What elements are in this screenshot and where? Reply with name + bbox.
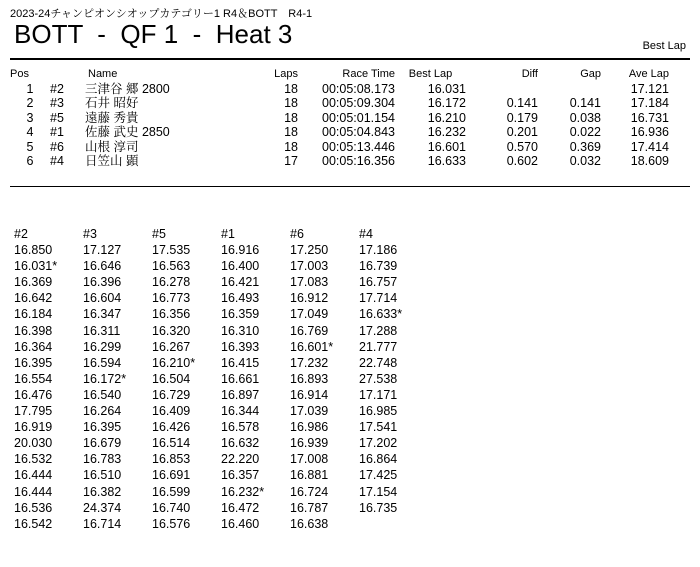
cell-race-time: 00:05:16.356 — [322, 154, 395, 168]
lap-time: 16.599 — [152, 484, 191, 499]
lap-time: 16.661 — [221, 371, 260, 386]
lap-time: 17.039 — [290, 404, 329, 419]
lap-time: 16.769 — [290, 323, 329, 338]
lap-time: 24.374 — [83, 500, 122, 515]
lap-time: 17.127 — [83, 243, 122, 258]
lap-time: 16.740 — [152, 500, 191, 515]
cell-name: 日笠山 顕 — [85, 154, 139, 168]
lap-time: 17.541 — [359, 420, 398, 435]
cell-laps: 18 — [284, 81, 298, 96]
cell-ave-lap: 17.121 — [630, 81, 669, 96]
cell-gap: 0.038 — [569, 110, 601, 125]
lap-time: 16.310 — [221, 323, 260, 338]
lap-time: 16.267 — [152, 339, 191, 354]
cell-diff — [466, 82, 538, 97]
lap-time: 16.916 — [221, 243, 260, 258]
lap-time: 16.421 — [221, 275, 260, 290]
lap-column — [221, 226, 290, 532]
lap-time: 16.632 — [221, 436, 260, 451]
cell-name: 遠藤 秀貴 — [85, 110, 139, 125]
lap-time: 16.460 — [221, 516, 260, 531]
results-header-row — [10, 67, 669, 82]
results-table — [10, 67, 669, 169]
best-lap-note: Best Lap — [642, 40, 686, 52]
lap-time: 16.897 — [221, 387, 260, 402]
lap-time: 16.850 — [14, 243, 53, 258]
lap-time: 17.003 — [290, 259, 329, 274]
title-rule — [10, 58, 690, 60]
lap-time: 16.536 — [14, 500, 53, 515]
lap-time: 16.400 — [221, 259, 260, 274]
lap-column-header: #1 — [221, 227, 235, 241]
cell-laps: 18 — [284, 96, 298, 110]
lap-time: 16.344 — [221, 404, 260, 419]
lap-time: 17.008 — [290, 452, 329, 467]
lap-time: 17.288 — [359, 323, 398, 338]
lap-time: 16.578 — [221, 420, 260, 435]
cell-best-lap: 16.210 — [427, 110, 466, 125]
cell-pos: 2 — [26, 96, 34, 110]
cell-gap: 0.032 — [569, 154, 601, 168]
lap-time: 17.154 — [359, 484, 398, 499]
cell-gap: 0.369 — [569, 139, 601, 154]
cell-race-time: 00:05:01.154 — [322, 110, 395, 125]
lap-time: 17.202 — [359, 436, 398, 451]
table-row — [10, 82, 669, 97]
cell-no: #3 — [50, 96, 64, 110]
lap-column — [359, 226, 428, 532]
lap-time: 16.739 — [359, 259, 398, 274]
cell-race-time: 00:05:08.173 — [322, 81, 395, 96]
lap-time: 16.369 — [14, 275, 53, 290]
cell-best-lap: 16.601 — [427, 139, 466, 154]
lap-column — [152, 226, 221, 532]
cell-pos: 4 — [26, 125, 34, 139]
page-title: BOTT - QF 1 - Heat 3 — [14, 19, 293, 49]
col-ave-lap: Ave Lap — [628, 68, 669, 80]
cell-name: 佐藤 武史 2850 — [85, 125, 170, 139]
cell-ave-lap: 16.731 — [630, 110, 669, 125]
cell-laps: 18 — [284, 139, 298, 154]
cell-ave-lap: 17.184 — [630, 96, 669, 110]
lap-time: 16.172* — [83, 371, 127, 386]
lap-time: 16.426 — [152, 420, 191, 435]
lap-time: 17.425 — [359, 468, 398, 483]
table-row — [10, 125, 669, 140]
lap-time: 16.724 — [290, 484, 329, 499]
lap-column — [14, 226, 83, 532]
lap-time: 16.409 — [152, 404, 191, 419]
lap-time: 16.347 — [83, 307, 122, 322]
lap-time: 16.642 — [14, 291, 53, 306]
lap-time: 16.633* — [359, 307, 403, 322]
lap-time: 17.186 — [359, 243, 398, 258]
lap-time: 16.542 — [14, 516, 53, 531]
col-name: Name — [88, 68, 118, 80]
lap-time: 17.171 — [359, 387, 398, 402]
lap-time: 16.232* — [221, 484, 265, 499]
col-race-time: Race Time — [342, 68, 395, 80]
lap-column-header: #6 — [290, 227, 304, 241]
lap-time: 16.563 — [152, 259, 191, 274]
col-no — [50, 67, 85, 82]
lap-time: 17.714 — [359, 291, 398, 306]
lap-time: 16.472 — [221, 500, 260, 515]
lap-time: 16.398 — [14, 323, 53, 338]
lap-time: 16.783 — [83, 452, 122, 467]
lap-time: 16.914 — [290, 387, 329, 402]
lap-time: 16.357 — [221, 468, 260, 483]
lap-column — [83, 226, 152, 532]
lap-time: 16.540 — [83, 387, 122, 402]
cell-no: #6 — [50, 139, 64, 154]
lap-time: 16.320 — [152, 323, 191, 338]
lap-time: 16.881 — [290, 468, 329, 483]
lap-column-header: #2 — [14, 227, 28, 241]
cell-pos: 3 — [26, 110, 34, 125]
cell-ave-lap: 18.609 — [630, 154, 669, 168]
lap-time: 16.444 — [14, 484, 53, 499]
table-row — [10, 154, 669, 169]
cell-diff: 0.201 — [506, 125, 538, 139]
lap-time: 16.382 — [83, 484, 122, 499]
col-diff: Diff — [521, 68, 538, 80]
lap-column-header: #3 — [83, 227, 97, 241]
lap-time: 16.532 — [14, 452, 53, 467]
results-rule — [10, 186, 690, 187]
cell-race-time: 00:05:04.843 — [322, 125, 395, 139]
cell-laps: 17 — [284, 154, 298, 168]
cell-name: 三津谷 郷 2800 — [85, 81, 170, 96]
lap-time: 17.049 — [290, 307, 329, 322]
lap-time: 16.510 — [83, 468, 122, 483]
cell-race-time: 00:05:13.446 — [322, 139, 395, 154]
cell-race-time: 00:05:09.304 — [322, 96, 395, 110]
lap-times-grid — [14, 226, 428, 532]
col-best-lap: Best Lap — [408, 68, 453, 80]
lap-time: 16.554 — [14, 371, 53, 386]
lap-time: 16.679 — [83, 436, 122, 451]
cell-no: #4 — [50, 154, 64, 168]
lap-time: 16.787 — [290, 500, 329, 515]
cell-best-lap: 16.031 — [427, 81, 466, 96]
lap-time: 16.504 — [152, 371, 191, 386]
cell-pos: 5 — [26, 139, 34, 154]
cell-diff: 0.570 — [506, 139, 538, 154]
lap-time: 16.364 — [14, 339, 53, 354]
cell-pos: 6 — [26, 154, 34, 168]
lap-time: 16.691 — [152, 468, 191, 483]
lap-time: 16.395 — [14, 355, 53, 370]
lap-time: 16.264 — [83, 404, 122, 419]
table-row — [10, 96, 669, 111]
lap-time: 16.396 — [83, 275, 122, 290]
cell-ave-lap: 16.936 — [630, 125, 669, 139]
lap-time: 16.356 — [152, 307, 191, 322]
lap-time: 16.359 — [221, 307, 260, 322]
lap-time: 22.220 — [221, 452, 260, 467]
lap-column-header: #4 — [359, 227, 373, 241]
cell-gap: 0.022 — [569, 125, 601, 139]
lap-time: 16.604 — [83, 291, 122, 306]
lap-time: 17.795 — [14, 404, 53, 419]
cell-gap: 0.141 — [569, 96, 601, 110]
lap-time: 17.232 — [290, 355, 329, 370]
lap-time: 16.594 — [83, 355, 122, 370]
lap-time: 16.299 — [83, 339, 122, 354]
lap-time: 16.985 — [359, 404, 398, 419]
table-row — [10, 140, 669, 155]
lap-column — [290, 226, 359, 532]
cell-no: #1 — [50, 125, 64, 139]
cell-diff: 0.141 — [506, 96, 538, 110]
cell-no: #5 — [50, 110, 64, 125]
cell-no: #2 — [50, 81, 64, 96]
cell-best-lap: 16.232 — [427, 125, 466, 139]
lap-time: 16.493 — [221, 291, 260, 306]
lap-column-header: #5 — [152, 227, 166, 241]
lap-time: 16.939 — [290, 436, 329, 451]
cell-best-lap: 16.633 — [427, 154, 466, 168]
lap-time: 16.576 — [152, 516, 191, 531]
lap-time: 21.777 — [359, 339, 398, 354]
lap-time: 16.864 — [359, 452, 398, 467]
lap-time: 17.250 — [290, 243, 329, 258]
lap-time: 16.395 — [83, 420, 122, 435]
lap-time: 16.210* — [152, 355, 196, 370]
col-laps: Laps — [274, 68, 298, 80]
cell-laps: 18 — [284, 110, 298, 125]
lap-time: 16.912 — [290, 291, 329, 306]
cell-laps: 18 — [284, 125, 298, 139]
lap-time: 16.393 — [221, 339, 260, 354]
lap-time: 16.853 — [152, 452, 191, 467]
lap-time: 16.735 — [359, 500, 398, 515]
lap-time: 16.184 — [14, 307, 53, 322]
lap-time: 16.646 — [83, 259, 122, 274]
lap-time: 16.714 — [83, 516, 122, 531]
lap-time: 16.601* — [290, 339, 334, 354]
page-subtitle: 2023-24チャンピオンシオップカテゴリー1 R4＆BOTT R4-1 — [10, 8, 313, 20]
lap-time: 22.748 — [359, 355, 398, 370]
lap-time: 16.444 — [14, 468, 53, 483]
lap-time: 16.773 — [152, 291, 191, 306]
lap-time: 16.311 — [83, 323, 121, 338]
cell-ave-lap: 17.414 — [630, 139, 669, 154]
lap-time: 16.638 — [290, 516, 329, 531]
cell-pos: 1 — [26, 81, 34, 96]
lap-time: 16.986 — [290, 420, 329, 435]
lap-time: 20.030 — [14, 436, 53, 451]
lap-time: 16.757 — [359, 275, 398, 290]
lap-time: 16.893 — [290, 371, 329, 386]
lap-time: 16.476 — [14, 387, 53, 402]
cell-diff: 0.602 — [506, 154, 538, 168]
lap-time: 17.535 — [152, 243, 191, 258]
lap-time: 16.415 — [221, 355, 260, 370]
cell-name: 石井 昭好 — [85, 96, 139, 110]
lap-time: 27.538 — [359, 371, 398, 386]
lap-time: 16.729 — [152, 387, 191, 402]
lap-time: 16.031* — [14, 259, 58, 274]
cell-best-lap: 16.172 — [427, 96, 466, 110]
cell-name: 山根 淳司 — [85, 139, 139, 154]
lap-time: 16.514 — [152, 436, 191, 451]
cell-diff: 0.179 — [506, 110, 538, 125]
lap-time: 17.083 — [290, 275, 329, 290]
lap-time: 16.919 — [14, 420, 53, 435]
col-pos: Pos — [10, 68, 29, 80]
col-gap: Gap — [580, 68, 601, 80]
cell-gap — [538, 82, 601, 97]
lap-time: 16.278 — [152, 275, 191, 290]
table-row — [10, 111, 669, 126]
